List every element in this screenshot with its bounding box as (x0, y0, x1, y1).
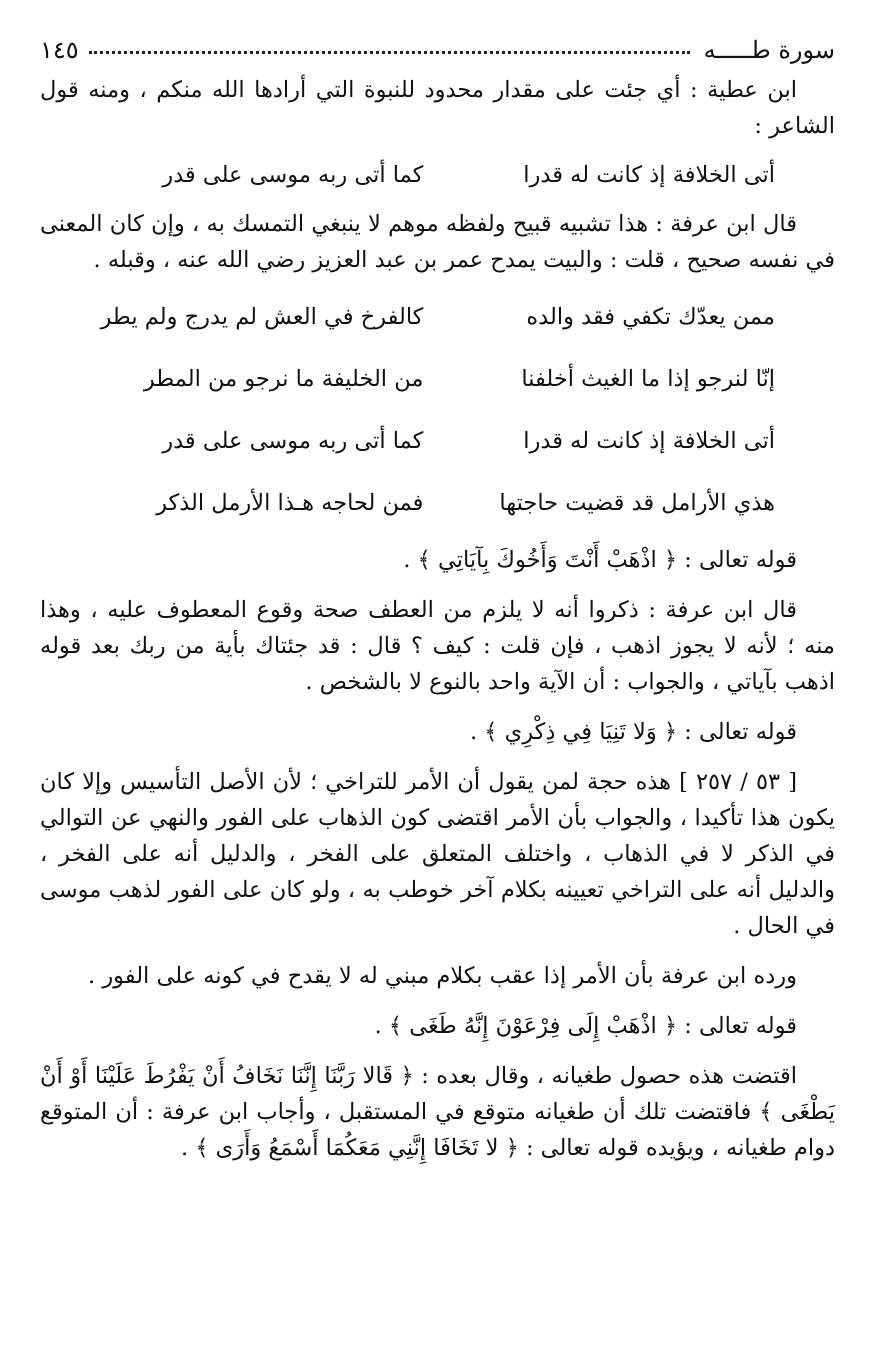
verse-second-hemistich: من الخليفة ما نرجو من المطر (143, 366, 424, 392)
paragraph-tughyan: اقتضت هذه حصول طغيانه ، وقال بعده : ﴿ قَالا رَبَّنَا إِنَّنَا نَخَافُ أَنْ يَفْرُطَ عَلَيْنَا أَوْ أَنْ يَطْغَى ﴾ فاقتضت تلك أن طغيانه متوقع في المستقبل ، وأجاب ابن عرفة : أن المتوقع دوام طغيانه ، ويؤيده قوله تعالى : ﴿ لا تَخَافَا إِنَّنِي مَعَكُمَا أَسْمَعُ وَأَرَى ﴾ . (40, 1063, 835, 1161)
quran-quote-3: قوله تعالى : ﴿ اذْهَبْ إِلَى فِرْعَوْنَ إِنَّهُ طَغَى ﴾ . (374, 1013, 797, 1039)
verse-first-hemistich: هذي الأرامل قد قضيت حاجتها (499, 490, 775, 516)
poem-verse-2 (40, 348, 835, 410)
poem-verse-1 (40, 286, 835, 348)
paragraph-tarakhi: [ ٥٣ / ٢٥٧ ] هذه حجة لمن يقول أن الأمر للتراخي ؛ لأن الأصل التأسيس وإلا كان يكون هذا تأكيدا ، والجواب بأن الأمر اقتضى كون الذهاب على الفور والنهي عن التوالي في الذكر لا في الذهاب ، واختلف المتعلق على الفخر ، والدليل أنه على الفخر ، والدليل أنه على التراخي تعيينه بكلام آخر خوطب به ، ولو كان على الفور لذهب موسى في الحال . (40, 769, 835, 939)
poem-verse-4 (40, 472, 835, 534)
paragraph-ibn-arafa-reply: ورده ابن عرفة بأن الأمر إذا عقب بكلام مبني له لا يقدح في كونه على الفور . (88, 963, 797, 989)
paragraph-ibn-arafa-2: قال ابن عرفة : ذكروا أنه لا يلزم من العطف صحة وقوع المعطوف عليه ، وهذا منه ؛ لأنه لا يجوز اذهب ، فإن قلت : كيف ؟ قال : قد جئتاك بأية من ربك بعد قوله اذهب بآياتي ، والجواب : أن الآية واحد بالنوع لا بالشخص . (40, 597, 835, 695)
quran-quote-1: قوله تعالى : ﴿ اذْهَبْ أَنْتَ وَأَخُوكَ بِآيَاتِي ﴾ . (403, 547, 797, 573)
verse-first-hemistich: أتى الخلافة إذ كانت له قدرا (523, 162, 775, 188)
verse-first-hemistich: إنّا لنرجو إذا ما الغيث أخلفنا (521, 366, 775, 392)
verse-first-hemistich: ممن يعدّك تكفي فقد والده (526, 304, 775, 330)
page-header (40, 28, 835, 72)
verse-second-hemistich: فمن لحاجه هـذا الأرمل الذكر (156, 490, 424, 516)
verse-second-hemistich: كالفرخ في العش لم يدرج ولم يطر (100, 304, 424, 330)
verse-second-hemistich: كما أتى ربه موسى على قدر (162, 428, 424, 454)
verse-first-hemistich: أتى الخلافة إذ كانت له قدرا (523, 428, 775, 454)
verse-second-hemistich: كما أتى ربه موسى على قدر (162, 162, 424, 188)
poem-verse-single (40, 144, 835, 206)
poem-verse-3 (40, 410, 835, 472)
header-dotted-rule (89, 51, 690, 54)
page-number: ١٤٥ (40, 36, 79, 64)
paragraph-ibn-arafa-1: قال ابن عرفة : هذا تشبيه قبيح ولفظه موهم لا ينبغي التمسك به ، وإن كان المعنى في نفسه صحيح ، قلت : والبيت يمدح عمر بن عبد العزيز رضي الله عنه ، وقبله . (40, 211, 835, 273)
quran-quote-2: قوله تعالى : ﴿ وَلا تَنِيَا فِي ذِكْرِي ﴾ . (469, 719, 797, 745)
paragraph-ibn-atiyya: ابن عطية : أي جئت على مقدار محدود للنبوة التي أرادها الله منكم ، ومنه قول الشاعر : (40, 77, 835, 139)
book-page (40, 28, 835, 1348)
surah-title: سورة طـــــه (703, 36, 835, 64)
